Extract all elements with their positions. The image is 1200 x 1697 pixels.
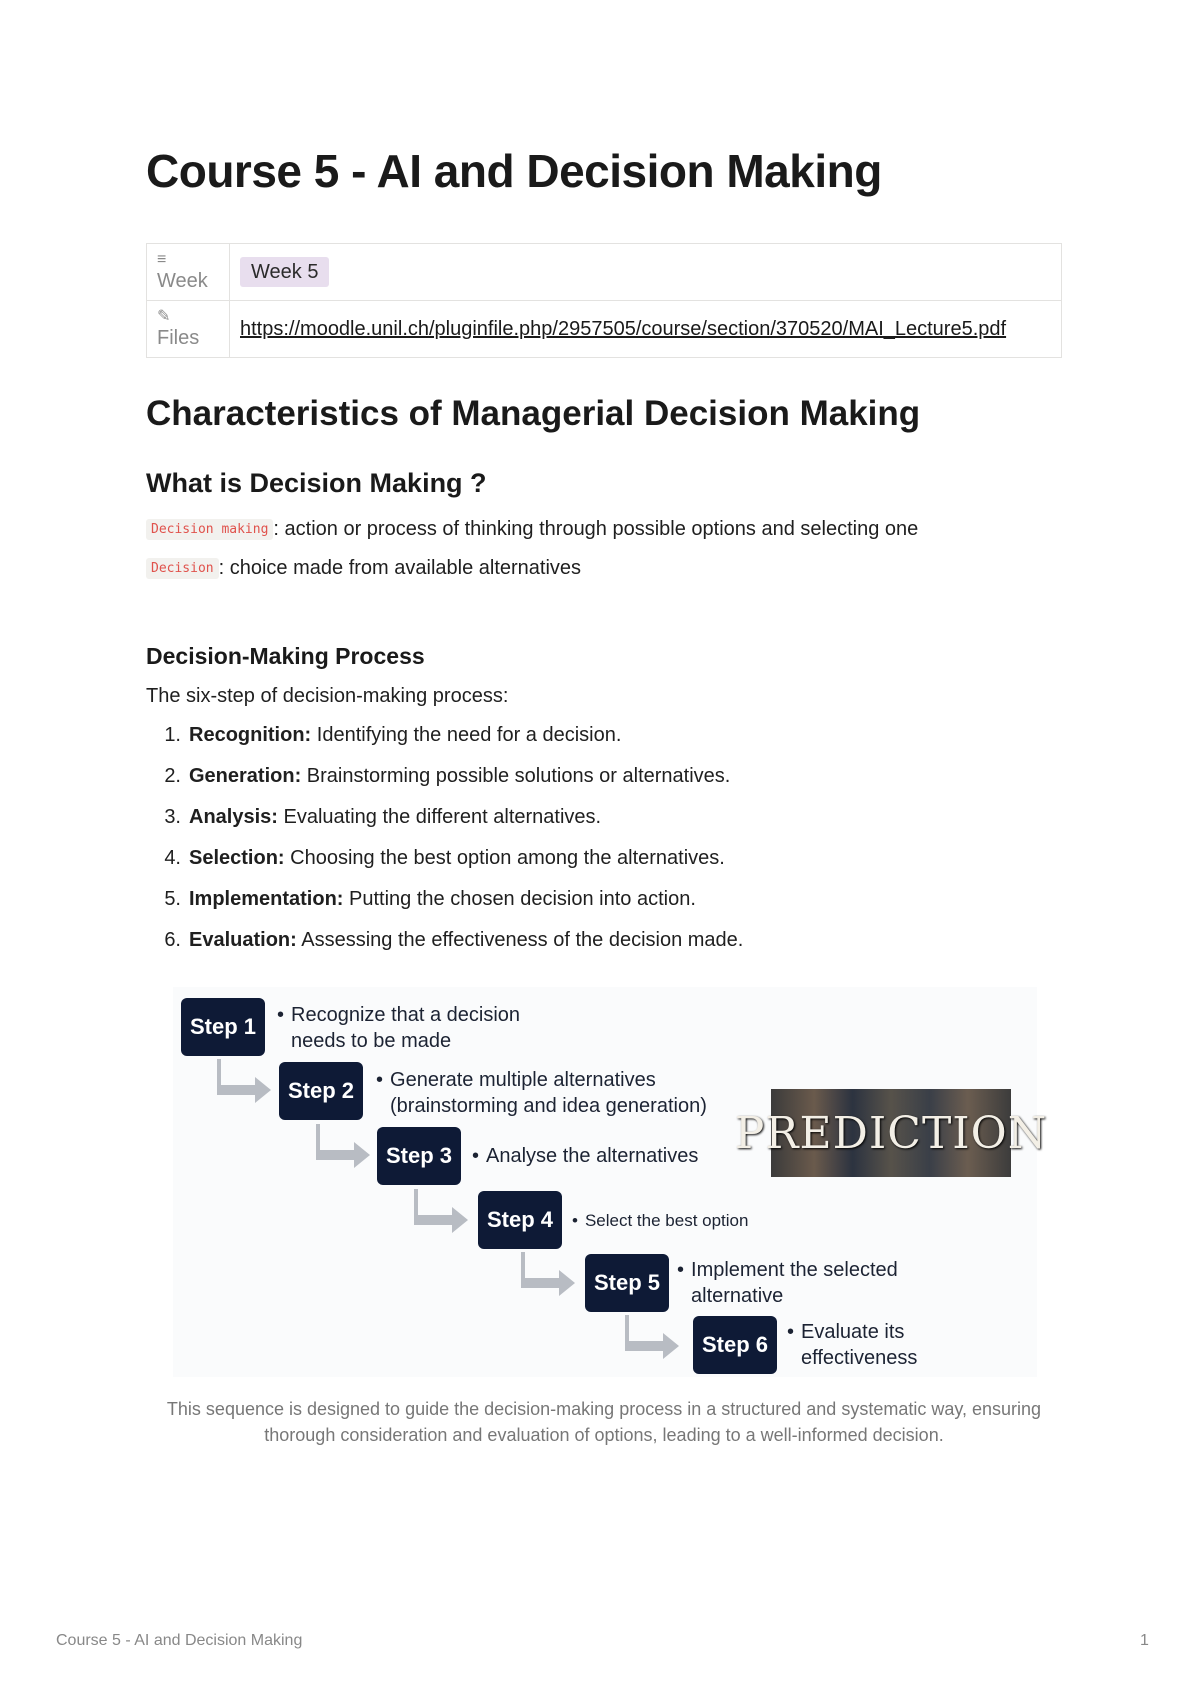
diagram-step-6: Step 6 (693, 1316, 777, 1374)
diagram-step-3-text: • Analyse the alternatives (472, 1145, 699, 1167)
properties-table (146, 243, 1062, 358)
page-title: Course 5 - AI and Decision Making (146, 145, 882, 197)
arrow-3-4 (414, 1189, 470, 1233)
diagram-step-6-text: • Evaluate its effectiveness (787, 1321, 918, 1369)
prediction-image: PREDICTION (771, 1089, 1011, 1177)
page-number: 1 (1140, 1632, 1149, 1649)
list-item: 2. Generation: Brainstorming possible solutions or alternatives. (164, 765, 731, 787)
week-tag[interactable]: Week 5 (240, 257, 329, 287)
diagram-step-5-text: • Implement the selected alternative (677, 1259, 898, 1307)
property-row-week (147, 244, 1062, 301)
diagram-step-3: Step 3 (377, 1127, 461, 1185)
definition-decision-making: Decision making : action or process of thinking through possible options and selecting one (146, 518, 918, 541)
list-item: 6. Evaluation: Assessing the effectiveness of the decision made. (164, 929, 744, 951)
list-icon: ≡ (157, 251, 167, 268)
list-item: 1. Recognition: Identifying the need for a decision. (164, 724, 622, 746)
process-heading: Decision-Making Process (146, 643, 425, 669)
subheading: What is Decision Making ? (146, 468, 487, 498)
diagram-step-1: Step 1 (181, 998, 265, 1056)
inline-code-term: Decision making (146, 519, 273, 540)
section-heading: Characteristics of Managerial Decision Making (146, 394, 921, 433)
diagram-caption: This sequence is designed to guide the decision-making process in a structured and systematic way, ensuring thorough consideration and evaluation of options, leading to a well-informed decision. (166, 1399, 1042, 1445)
arrow-4-5 (521, 1252, 577, 1296)
property-value-files (230, 301, 1062, 358)
paperclip-icon: ✎ (157, 308, 171, 325)
list-item: 3. Analysis: Evaluating the different alternatives. (164, 806, 602, 828)
diagram-step-4: Step 4 (478, 1191, 562, 1249)
definition-decision: Decision : choice made from available alternatives (146, 557, 581, 580)
property-name-week: ≡ Week (147, 244, 230, 301)
property-name-files: ✎ Files (147, 301, 230, 358)
list-item: 4. Selection: Choosing the best option among the alternatives. (164, 847, 725, 869)
diagram-step-1-text: • Recognize that a decision needs to be made (277, 1004, 521, 1052)
arrow-1-2 (217, 1059, 273, 1103)
diagram-step-4-text: • Select the best option (572, 1211, 749, 1230)
inline-code-term: Decision (146, 558, 219, 579)
footer-title: Course 5 - AI and Decision Making (56, 1632, 303, 1649)
diagram-step-2-text: • Generate multiple alternatives (brainstorming and idea generation) (376, 1069, 707, 1117)
arrow-2-3 (316, 1124, 372, 1168)
diagram-step-5: Step 5 (585, 1254, 669, 1312)
arrow-5-6 (625, 1315, 681, 1359)
diagram-step-2: Step 2 (279, 1062, 363, 1120)
decision-process-diagram (173, 987, 1048, 1377)
property-value-week (230, 244, 1062, 301)
file-link[interactable]: https://moodle.unil.ch/pluginfile.php/2957505/course/section/370520/MAI_Lecture5.pdf (240, 317, 1007, 340)
process-intro: The six-step of decision-making process: (146, 685, 509, 707)
property-row-files (147, 301, 1062, 358)
list-item: 5. Implementation: Putting the chosen decision into action. (164, 888, 696, 910)
